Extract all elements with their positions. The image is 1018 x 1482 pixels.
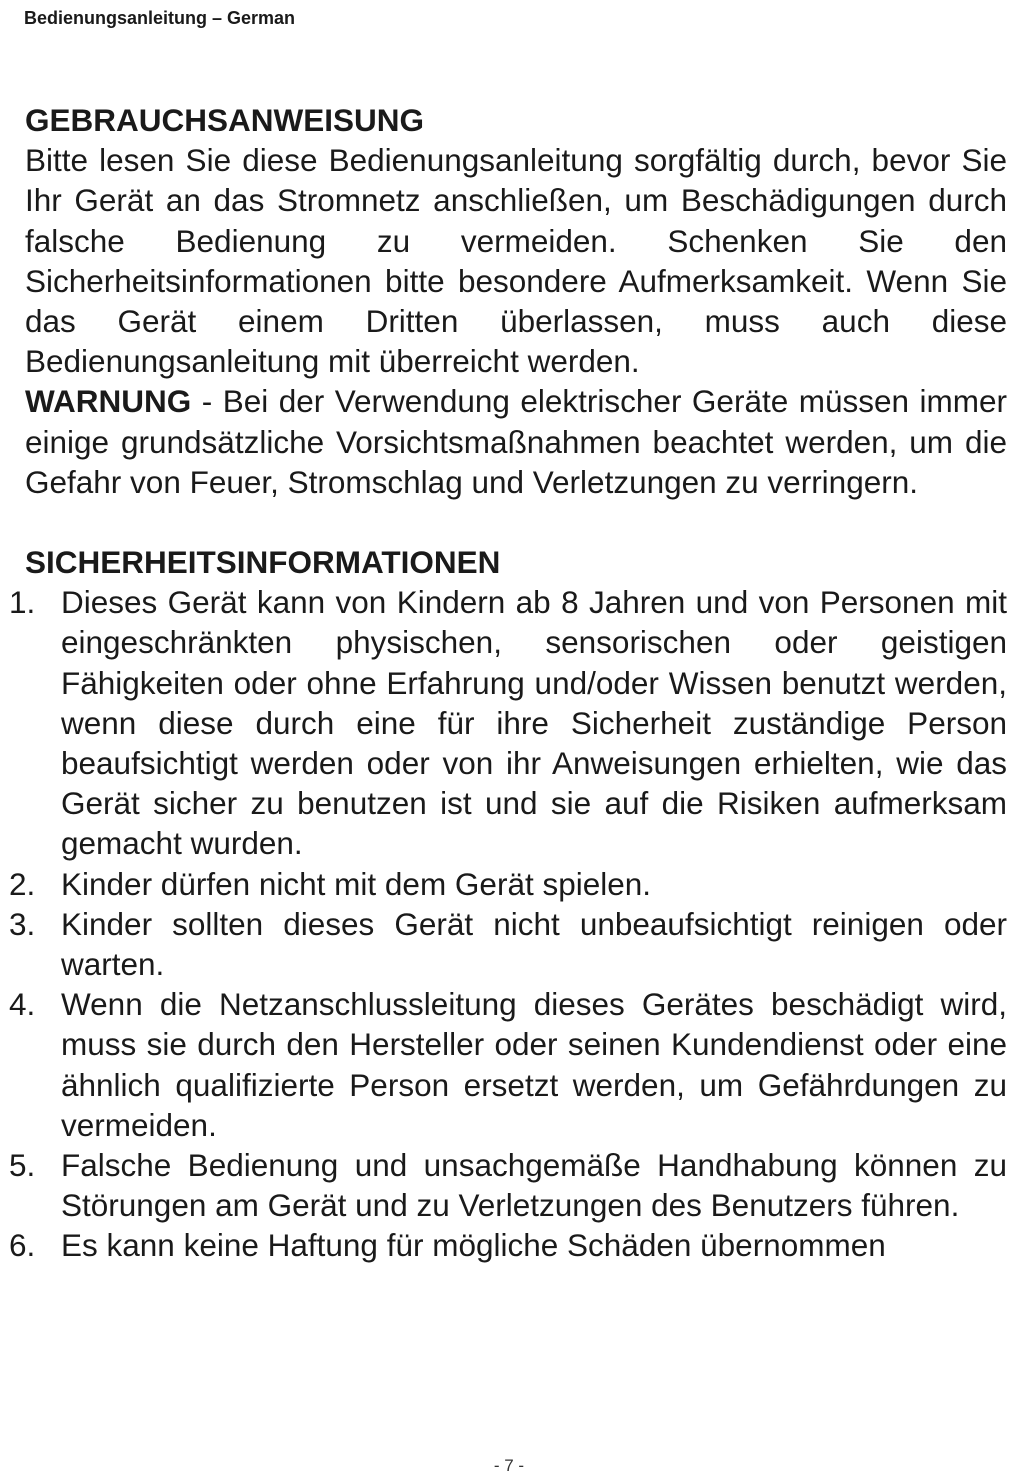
safety-item-text: Kinder dürfen nicht mit dem Gerät spielen. xyxy=(61,865,652,902)
safety-item xyxy=(9,984,1007,1145)
safety-item xyxy=(9,582,1007,863)
safety-title: SICHERHEITSINFORMATIONEN xyxy=(25,544,501,581)
instructions-intro: Bitte lesen Sie diese Bedienungsanleitung sorgfältig durch, bevor Sie Ihr Gerät an das Stromnetz anschließen, um Beschädigungen durch falsche Bedienung zu vermeiden. Schenken Sie den Sicherheitsinformationen bitte besondere Aufmerksamkeit. Wenn Sie das Gerät einem Dritten überlassen, muss auch diese Bedienungsanleitung mit überreicht werden. xyxy=(25,142,1007,380)
safety-item-text: Dieses Gerät kann von Kindern ab 8 Jahren und von Personen mit eingeschränkten physischen, sensorischen oder geistigen Fähigkeiten oder ohne Erfahrung und/oder Wissen benutzt werden, wenn diese durch eine für ihre Sicherheit zuständige Person beaufsichtigt werden oder von ihr Anweisungen erhielten, wie das Gerät sicher zu benutzen ist und sie auf die Risiken aufmerksam gemacht wurden. xyxy=(61,584,1007,862)
safety-item xyxy=(9,1145,1007,1225)
safety-item xyxy=(9,904,1007,984)
safety-item-text: Es kann keine Haftung für mögliche Schäden übernommen xyxy=(61,1227,886,1264)
safety-item xyxy=(9,864,1007,904)
safety-item-number: 2. xyxy=(9,865,36,902)
page-content xyxy=(9,100,1007,1266)
page-number: - 7 - xyxy=(493,1456,525,1475)
safety-item-number: 4. xyxy=(9,986,36,1023)
warning-label: WARNUNG xyxy=(25,383,192,420)
safety-item-number: 3. xyxy=(9,905,36,942)
safety-item-text: Wenn die Netzanschlussleitung dieses Gerätes beschädigt wird, muss sie durch den Hersteller oder seinen Kundendienst oder eine ähnlich qualifizierte Person ersetzt werden, um Gefährdungen zu vermeiden. xyxy=(61,986,1007,1143)
running-header: Bedienungsanleitung – German xyxy=(24,8,296,28)
warning-paragraph xyxy=(25,381,1007,502)
safety-item-text: Falsche Bedienung und unsachgemäße Handhabung können zu Störungen am Gerät und zu Verletzungen des Benutzers führen. xyxy=(61,1147,1007,1224)
safety-item-number: 1. xyxy=(9,584,36,621)
safety-item-number: 6. xyxy=(9,1227,36,1264)
safety-list xyxy=(9,582,1007,1265)
section-spacer xyxy=(25,502,1007,542)
safety-item-number: 5. xyxy=(9,1147,36,1184)
safety-item-text: Kinder sollten dieses Gerät nicht unbeaufsichtigt reinigen oder warten. xyxy=(61,905,1007,983)
instructions-title: GEBRAUCHSANWEISUNG xyxy=(25,102,425,138)
safety-item xyxy=(9,1225,1007,1265)
warning-text: - Bei der Verwendung elektrischer Geräte müssen immer einige grundsätzliche Vorsichtsmaßnahmen beachtet werden, um die Gefahr von Feuer, Stromschlag und Verletzungen zu verringern. xyxy=(25,383,1007,500)
